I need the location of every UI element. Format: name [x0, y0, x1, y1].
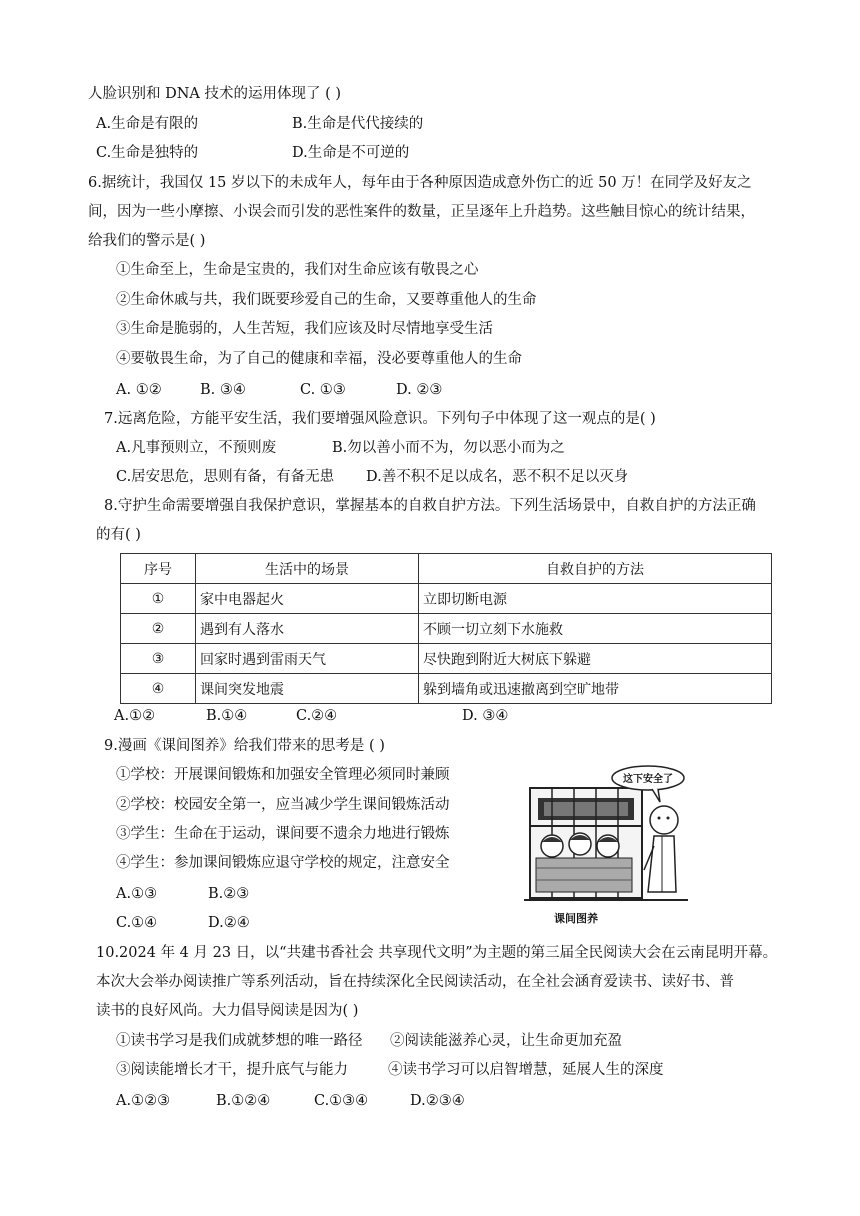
- q10-stem-line1: 10.2024 年 4 月 23 日，以“共建书香社会 共享现代文明”为主题的第三届全民阅读大会在云南昆明开幕。: [96, 945, 778, 961]
- q6-stem-line2: 间，因为一些小摩擦、小误会而引发的恶性案件的数量，正呈逐年上升趋势。这些触目惊心的统计结果，: [88, 204, 755, 220]
- q6-option-c: C. ①③: [300, 382, 346, 398]
- q8-option-b: B.①④: [206, 708, 248, 724]
- q8-stem-line2: 的有( ): [96, 527, 141, 543]
- table-cell: 躲到墙角或迅速撤离到空旷地带: [419, 674, 772, 704]
- q10-statement-1: ①读书学习是我们成就梦想的唯一路径: [116, 1033, 363, 1049]
- table-row: [121, 614, 772, 644]
- q8-option-d: D. ③④: [462, 708, 509, 724]
- q9-statement-3: ③学生：生命在于运动，课间要不遗余力地进行锻炼: [116, 826, 450, 842]
- q9-option-c: C.①④: [116, 915, 158, 931]
- q6-option-a: A. ①②: [116, 382, 162, 398]
- q7-option-b: B.勿以善小而不为，勿以恶小而为之: [332, 440, 565, 456]
- q9-option-d: D.②④: [208, 915, 250, 931]
- q10-option-b: B.①②④: [216, 1093, 271, 1109]
- q5-option-c: C.生命是独特的: [96, 145, 199, 161]
- q9-statement-1: ①学校：开展课间锻炼和加强安全管理必须同时兼顾: [116, 767, 450, 783]
- q6-statement-1: ①生命至上，生命是宝贵的，我们对生命应该有敬畏之心: [116, 262, 479, 278]
- table-cell: ④: [121, 674, 196, 704]
- q10-stem-line3: 读书的良好风尚。大力倡导阅读是因为( ): [96, 1003, 359, 1019]
- q10-option-d: D.②③④: [410, 1093, 465, 1109]
- q10-statement-3: ③阅读能增长才干，提升底气与能力: [116, 1062, 348, 1078]
- table-cell: 遇到有人落水: [196, 614, 419, 644]
- table-cell: ③: [121, 644, 196, 674]
- q9-option-b: B.②③: [208, 886, 250, 902]
- q6-stem-line1: 6.据统计，我国仅 15 岁以下的未成年人，每年由于各种原因造成意外伤亡的近 50 万！在同学及好友之: [88, 175, 752, 191]
- q9-option-a: A.①③: [116, 886, 158, 902]
- cartoon-caption: 课间图养: [554, 912, 598, 925]
- q8-option-c: C.②④: [296, 708, 338, 724]
- q10-statement-2: ②阅读能滋养心灵，让生命更加充盈: [390, 1033, 622, 1049]
- table-cell: 家中电器起火: [196, 584, 419, 614]
- table-cell: 尽快跑到附近大树底下躲避: [419, 644, 772, 674]
- q10-statement-4: ④读书学习可以启智增慧，延展人生的深度: [388, 1062, 664, 1078]
- q7-option-d: D.善不积不足以成名，恶不积不足以灭身: [366, 469, 629, 485]
- cartoon-illustration: [524, 762, 688, 930]
- table-cell: 回家时遇到雷雨天气: [196, 644, 419, 674]
- q6-statement-4: ④要敬畏生命，为了自己的健康和幸福，没必要尊重他人的生命: [116, 351, 522, 367]
- q8-stem-line1: 8.守护生命需要增强自我保护意识，掌握基本的自救自护方法。下列生活场景中，自救自护的方法正确: [104, 498, 756, 514]
- q5-stem: 人脸识别和 DNA 技术的运用体现了 ( ): [88, 86, 342, 102]
- q7-option-c: C.居安思危，思则有备，有备无患: [116, 469, 335, 485]
- q6-statement-3: ③生命是脆弱的，人生苦短，我们应该及时尽情地享受生活: [116, 321, 493, 337]
- self-protection-table: [120, 553, 772, 704]
- q6-stem-line3: 给我们的警示是( ): [88, 233, 206, 249]
- q5-option-b: B.生命是代代接续的: [292, 116, 424, 132]
- q8-option-a: A.①②: [114, 708, 156, 724]
- table-row: [121, 674, 772, 704]
- q10-option-c: C.①③④: [314, 1093, 369, 1109]
- cartoon-drawing: [524, 762, 688, 930]
- cartoon-bubble-text: 这下安全了: [623, 774, 673, 785]
- q6-option-b: B. ③④: [200, 382, 246, 398]
- q10-option-a: A.①②③: [116, 1093, 171, 1109]
- q7-stem: 7.远离危险，方能平安生活，我们要增强风险意识。下列句子中体现了这一观点的是( ): [104, 411, 656, 427]
- q6-option-d: D. ②③: [396, 382, 443, 398]
- q7-option-a: A.凡事预则立，不预则废: [116, 440, 277, 456]
- q5-option-d: D.生命是不可逆的: [292, 145, 410, 161]
- table-cell: ②: [121, 614, 196, 644]
- table-header-cell: 生活中的场景: [196, 554, 419, 584]
- q10-stem-line2: 本次大会举办阅读推广等系列活动，旨在持续深化全民阅读活动，在全社会涵育爱读书、读好书、普: [96, 974, 734, 990]
- table-cell: 不顾一切立刻下水施救: [419, 614, 772, 644]
- table-cell: 立即切断电源: [419, 584, 772, 614]
- table-header-cell: 自救自护的方法: [419, 554, 772, 584]
- q6-statement-2: ②生命休戚与共，我们既要珍爱自己的生命，又要尊重他人的生命: [116, 292, 537, 308]
- q9-stem: 9.漫画《课间图养》给我们带来的思考是 ( ): [104, 738, 385, 754]
- q9-statement-2: ②学校：校园安全第一，应当减少学生课间锻炼活动: [116, 797, 450, 813]
- q5-option-a: A.生命是有限的: [96, 116, 199, 132]
- table-cell: ①: [121, 584, 196, 614]
- table-row: [121, 644, 772, 674]
- q9-statement-4: ④学生：参加课间锻炼应退守学校的规定，注意安全: [116, 855, 450, 871]
- table-cell: 课间突发地震: [196, 674, 419, 704]
- table-header-cell: 序号: [121, 554, 196, 584]
- table-header-row: [121, 554, 772, 584]
- table-row: [121, 584, 772, 614]
